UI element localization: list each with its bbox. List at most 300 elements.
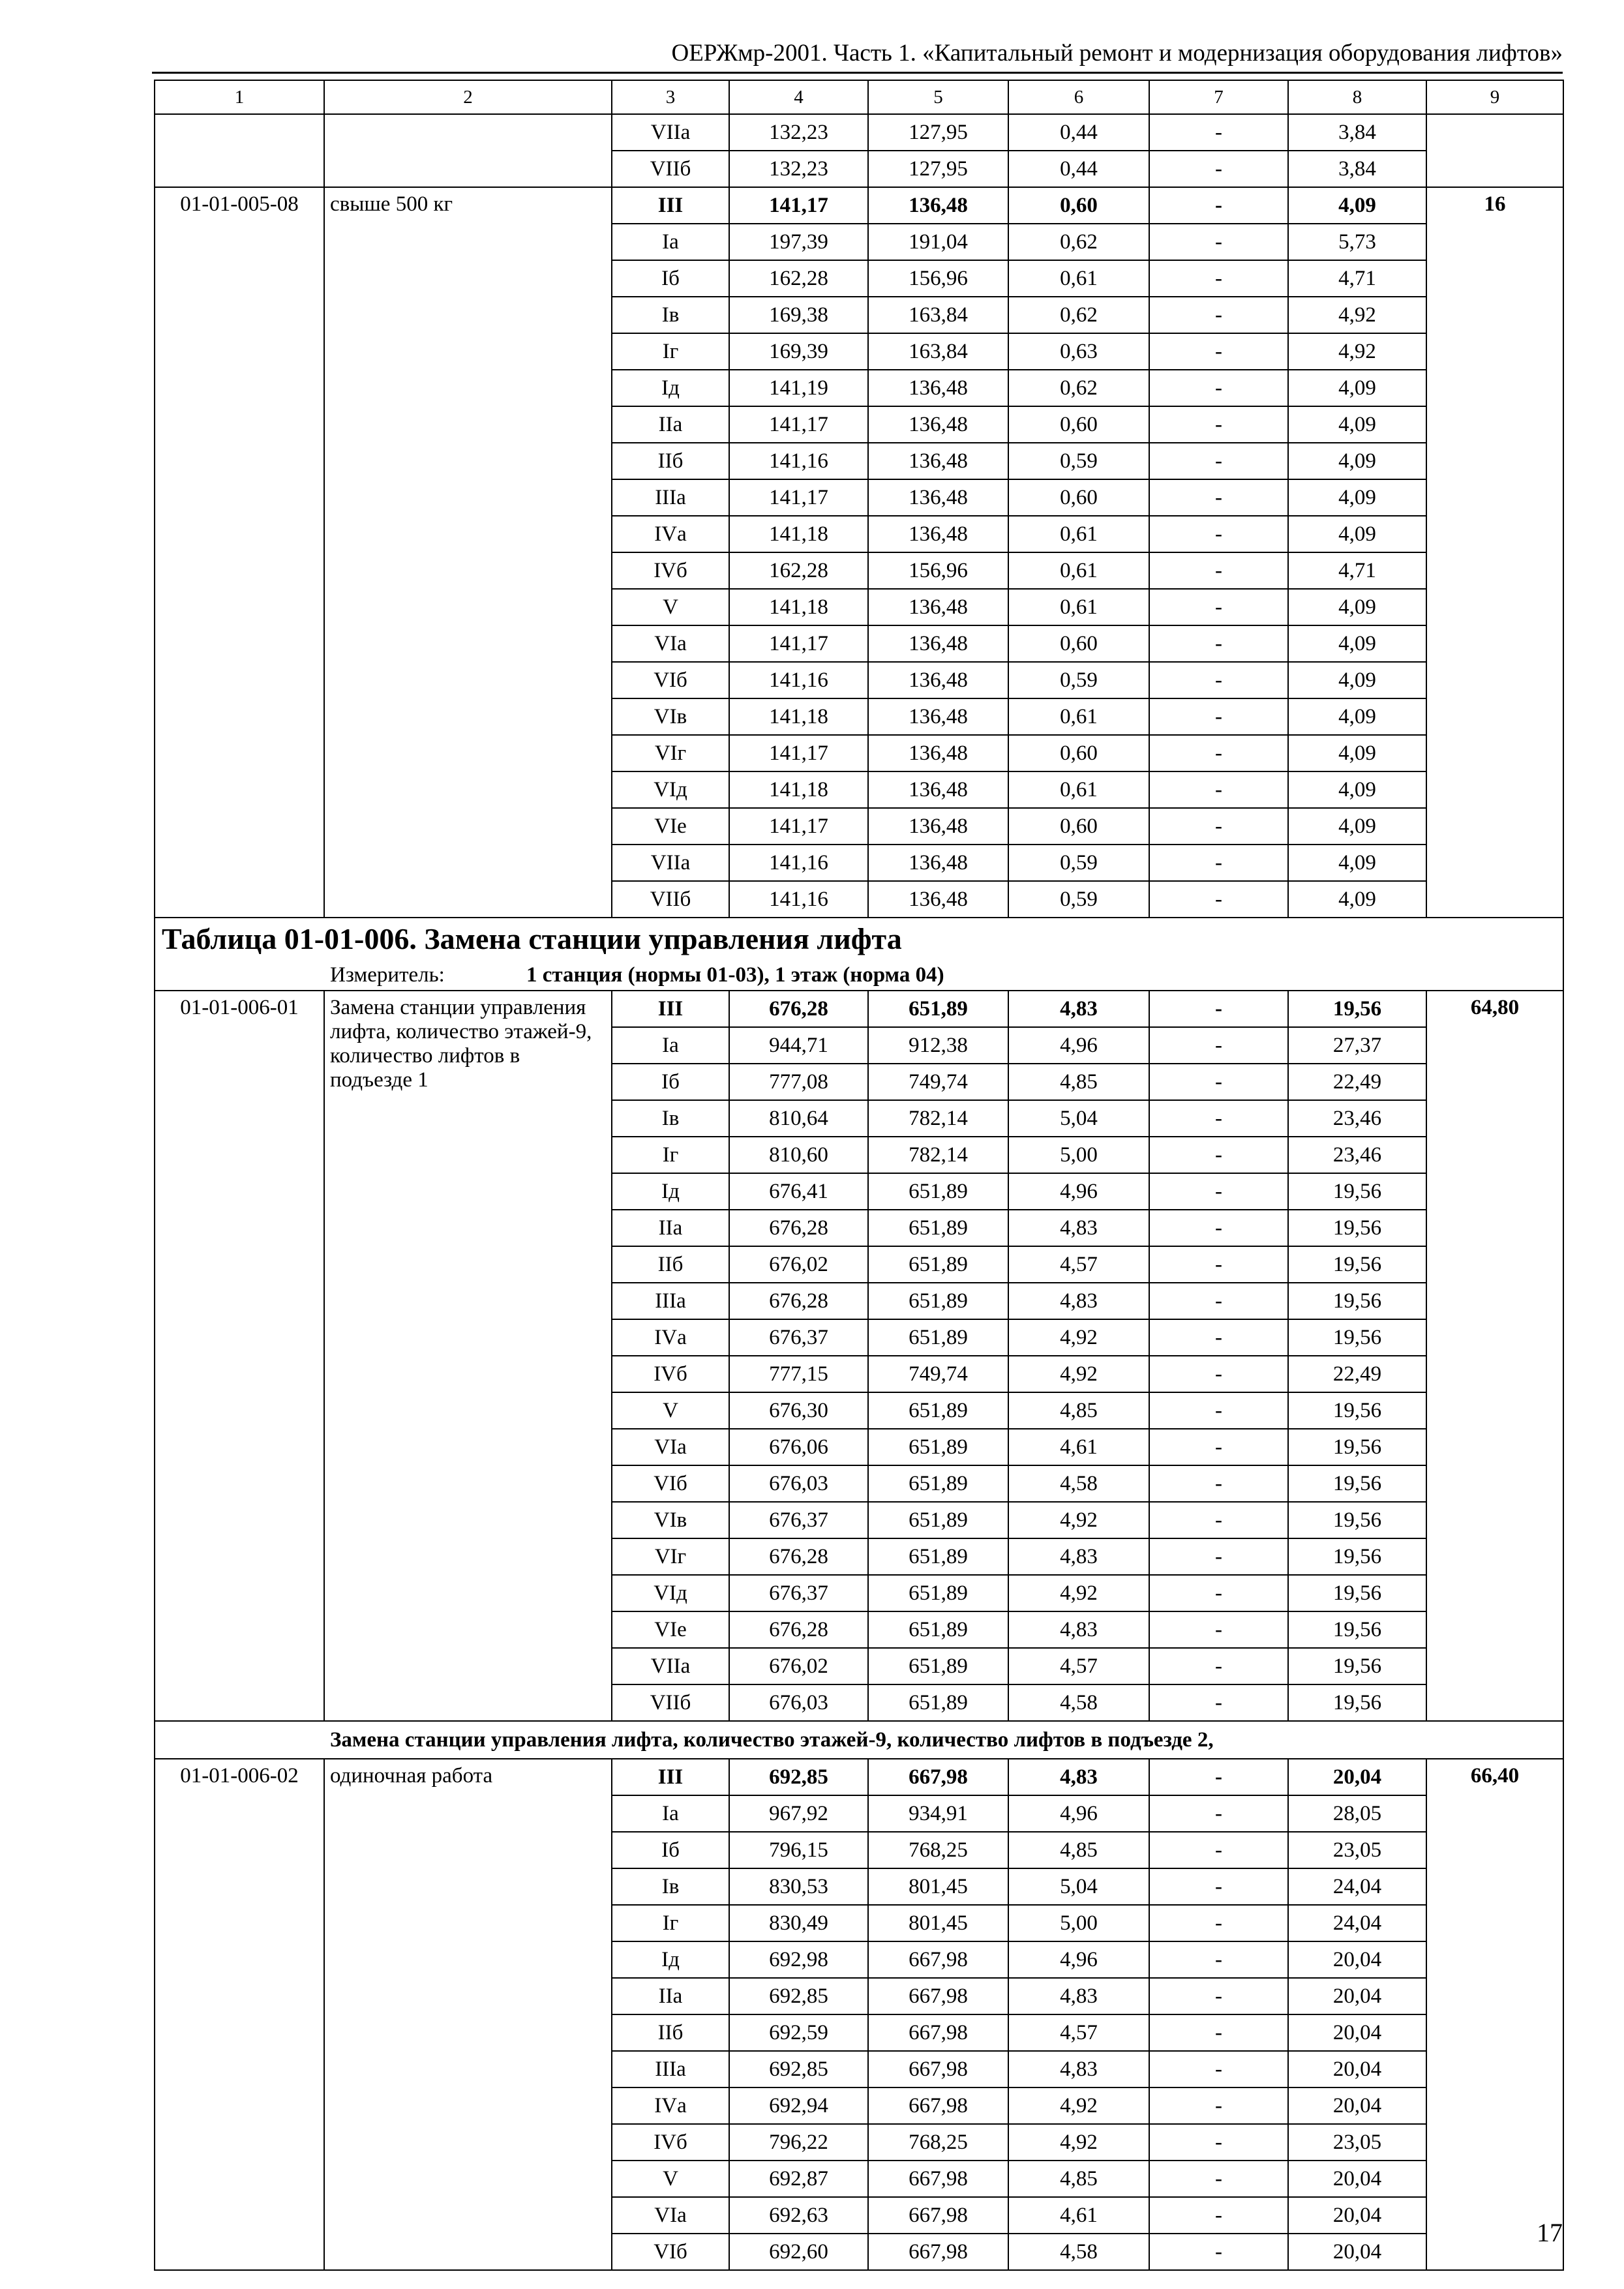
rate-row <box>155 1759 1563 1795</box>
labor-hours: 19,56 <box>1288 1502 1426 1538</box>
column-number: 4 <box>729 80 868 114</box>
region-zone: Iв <box>612 1100 729 1137</box>
rates-table <box>154 80 1564 2271</box>
labor-hours: 20,04 <box>1288 2051 1426 2087</box>
labor-hours: 4,09 <box>1288 625 1426 662</box>
direct-costs: 830,49 <box>729 1905 868 1941</box>
direct-costs: 141,18 <box>729 589 868 625</box>
direct-costs: 676,03 <box>729 1684 868 1721</box>
region-zone: III <box>612 991 729 1027</box>
machine-operation: 4,92 <box>1008 2087 1149 2124</box>
materials: - <box>1149 1283 1288 1319</box>
direct-costs: 692,85 <box>729 2051 868 2087</box>
direct-costs: 796,15 <box>729 1832 868 1868</box>
materials: - <box>1149 1648 1288 1684</box>
region-zone: VIд <box>612 771 729 808</box>
column-number: 5 <box>868 80 1008 114</box>
machine-operation: 5,00 <box>1008 1137 1149 1173</box>
rate-description: свыше 500 кг <box>324 187 612 918</box>
meter-value: 1 станция (нормы 01-03), 1 этаж (норма 04) <box>526 963 944 987</box>
machine-operation: 4,83 <box>1008 2051 1149 2087</box>
region-zone: Iг <box>612 333 729 370</box>
labor-hours: 23,46 <box>1288 1137 1426 1173</box>
machine-operation: 0,44 <box>1008 114 1149 151</box>
direct-costs: 676,02 <box>729 1246 868 1283</box>
region-zone: Iа <box>612 1027 729 1064</box>
machine-operation: 4,85 <box>1008 1832 1149 1868</box>
region-zone: IVа <box>612 1319 729 1356</box>
direct-costs: 944,71 <box>729 1027 868 1064</box>
direct-costs: 676,37 <box>729 1319 868 1356</box>
materials: - <box>1149 552 1288 589</box>
labor-hours: 20,04 <box>1288 2234 1426 2270</box>
materials: - <box>1149 1064 1288 1100</box>
labor-wages: 782,14 <box>868 1137 1008 1173</box>
labor-wages: 136,48 <box>868 443 1008 479</box>
machine-operation: 0,61 <box>1008 552 1149 589</box>
direct-costs: 141,17 <box>729 479 868 516</box>
labor-hours: 19,56 <box>1288 1648 1426 1684</box>
region-zone: VIе <box>612 808 729 845</box>
rate-code: 01-01-006-02 <box>155 1759 324 2270</box>
region-zone: IVб <box>612 552 729 589</box>
labor-hours: 19,56 <box>1288 1611 1426 1648</box>
machine-operation: 5,04 <box>1008 1100 1149 1137</box>
machine-operation: 0,61 <box>1008 516 1149 552</box>
materials: - <box>1149 1795 1288 1832</box>
labor-total: 66,40 <box>1426 1759 1563 2270</box>
labor-hours: 4,09 <box>1288 771 1426 808</box>
direct-costs: 676,30 <box>729 1392 868 1429</box>
column-number: 3 <box>612 80 729 114</box>
materials: - <box>1149 2087 1288 2124</box>
materials: - <box>1149 1905 1288 1941</box>
region-zone: VIа <box>612 1429 729 1465</box>
machine-operation: 4,83 <box>1008 991 1149 1027</box>
direct-costs: 132,23 <box>729 114 868 151</box>
labor-wages: 667,98 <box>868 2087 1008 2124</box>
labor-wages: 136,48 <box>868 735 1008 771</box>
direct-costs: 676,28 <box>729 1210 868 1246</box>
region-zone: VIб <box>612 2234 729 2270</box>
labor-wages: 651,89 <box>868 1246 1008 1283</box>
region-zone: IIб <box>612 443 729 479</box>
labor-hours: 20,04 <box>1288 2014 1426 2051</box>
materials: - <box>1149 1868 1288 1905</box>
region-zone: IVа <box>612 516 729 552</box>
region-zone: Iв <box>612 1868 729 1905</box>
machine-operation: 0,59 <box>1008 845 1149 881</box>
column-number: 8 <box>1288 80 1426 114</box>
direct-costs: 141,17 <box>729 808 868 845</box>
region-zone: Iд <box>612 1173 729 1210</box>
region-zone: Iд <box>612 1941 729 1978</box>
labor-wages: 136,48 <box>868 808 1008 845</box>
machine-operation: 0,61 <box>1008 698 1149 735</box>
labor-wages: 768,25 <box>868 1832 1008 1868</box>
direct-costs: 141,16 <box>729 881 868 918</box>
labor-wages: 191,04 <box>868 224 1008 260</box>
labor-wages: 651,89 <box>868 1283 1008 1319</box>
materials: - <box>1149 224 1288 260</box>
machine-operation: 4,85 <box>1008 1064 1149 1100</box>
labor-hours: 24,04 <box>1288 1868 1426 1905</box>
labor-hours: 20,04 <box>1288 2161 1426 2197</box>
machine-operation: 4,92 <box>1008 2124 1149 2161</box>
labor-wages: 667,98 <box>868 2197 1008 2234</box>
labor-hours: 5,73 <box>1288 224 1426 260</box>
machine-operation: 0,61 <box>1008 771 1149 808</box>
materials: - <box>1149 260 1288 297</box>
direct-costs: 967,92 <box>729 1795 868 1832</box>
materials: - <box>1149 1502 1288 1538</box>
labor-total: 16 <box>1426 187 1563 918</box>
labor-wages: 651,89 <box>868 1575 1008 1611</box>
region-zone: Iг <box>612 1905 729 1941</box>
labor-wages: 136,48 <box>868 589 1008 625</box>
region-zone: Iб <box>612 260 729 297</box>
materials: - <box>1149 1210 1288 1246</box>
column-number: 1 <box>155 80 324 114</box>
materials: - <box>1149 1465 1288 1502</box>
labor-wages: 163,84 <box>868 297 1008 333</box>
labor-hours: 4,09 <box>1288 808 1426 845</box>
direct-costs: 692,85 <box>729 1759 868 1795</box>
subsection-row <box>155 1721 1563 1759</box>
direct-costs: 676,03 <box>729 1465 868 1502</box>
machine-operation: 4,83 <box>1008 1759 1149 1795</box>
labor-wages: 651,89 <box>868 991 1008 1027</box>
region-zone: IIб <box>612 1246 729 1283</box>
region-zone: VIIа <box>612 1648 729 1684</box>
labor-wages: 651,89 <box>868 1319 1008 1356</box>
rate-code: 01-01-005-08 <box>155 187 324 918</box>
rate-description <box>324 114 612 187</box>
region-zone: Iб <box>612 1064 729 1100</box>
labor-hours: 19,56 <box>1288 1173 1426 1210</box>
region-zone: VIIб <box>612 881 729 918</box>
machine-operation: 5,04 <box>1008 1868 1149 1905</box>
labor-hours: 3,84 <box>1288 151 1426 187</box>
materials: - <box>1149 1356 1288 1392</box>
materials: - <box>1149 2161 1288 2197</box>
machine-operation: 0,60 <box>1008 406 1149 443</box>
region-zone: V <box>612 1392 729 1429</box>
machine-operation: 0,60 <box>1008 808 1149 845</box>
materials: - <box>1149 771 1288 808</box>
labor-wages: 667,98 <box>868 2161 1008 2197</box>
machine-operation: 4,92 <box>1008 1356 1149 1392</box>
region-zone: VIб <box>612 1465 729 1502</box>
machine-operation: 4,58 <box>1008 1465 1149 1502</box>
direct-costs: 676,37 <box>729 1575 868 1611</box>
direct-costs: 692,94 <box>729 2087 868 2124</box>
direct-costs: 810,60 <box>729 1137 868 1173</box>
region-zone: IVб <box>612 1356 729 1392</box>
region-zone: IIа <box>612 1978 729 2014</box>
materials: - <box>1149 881 1288 918</box>
machine-operation: 4,92 <box>1008 1319 1149 1356</box>
machine-operation: 0,61 <box>1008 260 1149 297</box>
materials: - <box>1149 297 1288 333</box>
labor-hours: 20,04 <box>1288 2087 1426 2124</box>
materials: - <box>1149 2234 1288 2270</box>
header-rule <box>152 72 1563 74</box>
rate-row <box>155 114 1563 151</box>
region-zone: VIв <box>612 698 729 735</box>
materials: - <box>1149 1137 1288 1173</box>
direct-costs: 830,53 <box>729 1868 868 1905</box>
labor-wages: 651,89 <box>868 1538 1008 1575</box>
machine-operation: 4,57 <box>1008 1246 1149 1283</box>
direct-costs: 676,28 <box>729 1611 868 1648</box>
region-zone: IIб <box>612 2014 729 2051</box>
materials: - <box>1149 1027 1288 1064</box>
labor-hours: 24,04 <box>1288 1905 1426 1941</box>
labor-hours: 23,05 <box>1288 2124 1426 2161</box>
labor-hours: 22,49 <box>1288 1356 1426 1392</box>
labor-hours: 4,71 <box>1288 552 1426 589</box>
labor-hours: 4,09 <box>1288 406 1426 443</box>
labor-hours: 4,09 <box>1288 443 1426 479</box>
machine-operation: 4,85 <box>1008 2161 1149 2197</box>
labor-hours: 4,09 <box>1288 698 1426 735</box>
labor-hours: 28,05 <box>1288 1795 1426 1832</box>
materials: - <box>1149 1319 1288 1356</box>
direct-costs: 169,38 <box>729 297 868 333</box>
labor-hours: 20,04 <box>1288 1978 1426 2014</box>
labor-wages: 651,89 <box>868 1429 1008 1465</box>
machine-operation: 0,60 <box>1008 187 1149 224</box>
machine-operation: 4,85 <box>1008 1392 1149 1429</box>
machine-operation: 4,96 <box>1008 1173 1149 1210</box>
labor-hours: 4,09 <box>1288 187 1426 224</box>
direct-costs: 169,39 <box>729 333 868 370</box>
labor-total: 64,80 <box>1426 991 1563 1721</box>
machine-operation: 4,96 <box>1008 1941 1149 1978</box>
direct-costs: 141,17 <box>729 625 868 662</box>
region-zone: IVа <box>612 2087 729 2124</box>
labor-hours: 4,71 <box>1288 260 1426 297</box>
machine-operation: 0,62 <box>1008 224 1149 260</box>
machine-operation: 4,96 <box>1008 1795 1149 1832</box>
region-zone: V <box>612 589 729 625</box>
labor-wages: 136,48 <box>868 881 1008 918</box>
direct-costs: 197,39 <box>729 224 868 260</box>
labor-hours: 4,92 <box>1288 333 1426 370</box>
materials: - <box>1149 2014 1288 2051</box>
direct-costs: 141,16 <box>729 845 868 881</box>
region-zone: Iв <box>612 297 729 333</box>
machine-operation: 4,83 <box>1008 1283 1149 1319</box>
labor-wages: 651,89 <box>868 1648 1008 1684</box>
direct-costs: 141,18 <box>729 771 868 808</box>
labor-hours: 19,56 <box>1288 1319 1426 1356</box>
labor-wages: 782,14 <box>868 1100 1008 1137</box>
labor-hours: 4,09 <box>1288 479 1426 516</box>
labor-wages: 127,95 <box>868 114 1008 151</box>
rate-row <box>155 187 1563 224</box>
materials: - <box>1149 1941 1288 1978</box>
region-zone: Iа <box>612 1795 729 1832</box>
labor-wages: 651,89 <box>868 1392 1008 1429</box>
direct-costs: 676,41 <box>729 1173 868 1210</box>
materials: - <box>1149 1392 1288 1429</box>
direct-costs: 132,23 <box>729 151 868 187</box>
labor-hours: 19,56 <box>1288 991 1426 1027</box>
subsection-heading: Замена станции управления лифта, количество этажей-9, количество лифтов в подъезде 2, <box>330 1728 1214 1752</box>
labor-wages: 136,48 <box>868 662 1008 698</box>
meter-cell <box>155 960 1563 991</box>
labor-wages: 163,84 <box>868 333 1008 370</box>
column-number-row <box>155 80 1563 114</box>
labor-wages: 667,98 <box>868 2051 1008 2087</box>
labor-hours: 4,09 <box>1288 735 1426 771</box>
labor-wages: 136,48 <box>868 845 1008 881</box>
labor-hours: 19,56 <box>1288 1684 1426 1721</box>
machine-operation: 4,92 <box>1008 1575 1149 1611</box>
region-zone: VIа <box>612 2197 729 2234</box>
labor-wages: 667,98 <box>868 1941 1008 1978</box>
column-number: 9 <box>1426 80 1563 114</box>
direct-costs: 676,28 <box>729 1283 868 1319</box>
labor-wages: 768,25 <box>868 2124 1008 2161</box>
direct-costs: 141,16 <box>729 443 868 479</box>
labor-hours: 19,56 <box>1288 1210 1426 1246</box>
labor-wages: 156,96 <box>868 260 1008 297</box>
subsection-cell <box>155 1721 1563 1759</box>
labor-wages: 651,89 <box>868 1611 1008 1648</box>
machine-operation: 0,60 <box>1008 479 1149 516</box>
direct-costs: 692,85 <box>729 1978 868 2014</box>
region-zone: VIIа <box>612 845 729 881</box>
direct-costs: 676,28 <box>729 1538 868 1575</box>
materials: - <box>1149 845 1288 881</box>
labor-hours: 4,09 <box>1288 370 1426 406</box>
labor-wages: 156,96 <box>868 552 1008 589</box>
labor-wages: 651,89 <box>868 1465 1008 1502</box>
labor-wages: 667,98 <box>868 1978 1008 2014</box>
direct-costs: 141,17 <box>729 735 868 771</box>
region-zone: IVб <box>612 2124 729 2161</box>
labor-hours: 23,05 <box>1288 1832 1426 1868</box>
direct-costs: 692,87 <box>729 2161 868 2197</box>
labor-hours: 27,37 <box>1288 1027 1426 1064</box>
labor-wages: 749,74 <box>868 1064 1008 1100</box>
labor-hours: 19,56 <box>1288 1283 1426 1319</box>
labor-wages: 127,95 <box>868 151 1008 187</box>
materials: - <box>1149 406 1288 443</box>
labor-wages: 667,98 <box>868 2234 1008 2270</box>
region-zone: Iд <box>612 370 729 406</box>
machine-operation: 0,61 <box>1008 589 1149 625</box>
labor-wages: 136,48 <box>868 698 1008 735</box>
direct-costs: 141,18 <box>729 516 868 552</box>
rates-table-body <box>155 80 1563 2270</box>
materials: - <box>1149 735 1288 771</box>
rate-row <box>155 991 1563 1027</box>
region-zone: VIе <box>612 1611 729 1648</box>
rate-description: Замена станции управления лифта, количество этажей-9, количество лифтов в подъезде 1 <box>324 991 612 1721</box>
region-zone: Iа <box>612 224 729 260</box>
materials: - <box>1149 187 1288 224</box>
machine-operation: 4,96 <box>1008 1027 1149 1064</box>
direct-costs: 676,02 <box>729 1648 868 1684</box>
region-zone: IIа <box>612 1210 729 1246</box>
labor-wages: 801,45 <box>868 1905 1008 1941</box>
materials: - <box>1149 808 1288 845</box>
materials: - <box>1149 2197 1288 2234</box>
labor-wages: 136,48 <box>868 625 1008 662</box>
materials: - <box>1149 1684 1288 1721</box>
labor-wages: 749,74 <box>868 1356 1008 1392</box>
table-title: Таблица 01-01-006. Замена станции управления лифта <box>155 918 1563 960</box>
column-number: 7 <box>1149 80 1288 114</box>
labor-hours: 20,04 <box>1288 1759 1426 1795</box>
materials: - <box>1149 698 1288 735</box>
table-title-row <box>155 918 1563 960</box>
region-zone: VIг <box>612 735 729 771</box>
materials: - <box>1149 1759 1288 1795</box>
labor-hours: 19,56 <box>1288 1429 1426 1465</box>
materials: - <box>1149 2051 1288 2087</box>
region-zone: VIг <box>612 1538 729 1575</box>
labor-wages: 136,48 <box>868 370 1008 406</box>
labor-hours: 19,56 <box>1288 1465 1426 1502</box>
direct-costs: 162,28 <box>729 552 868 589</box>
materials: - <box>1149 991 1288 1027</box>
labor-hours: 4,92 <box>1288 297 1426 333</box>
direct-costs: 692,98 <box>729 1941 868 1978</box>
materials: - <box>1149 1173 1288 1210</box>
materials: - <box>1149 479 1288 516</box>
region-zone: VIIб <box>612 151 729 187</box>
column-number: 2 <box>324 80 612 114</box>
labor-hours: 23,46 <box>1288 1100 1426 1137</box>
direct-costs: 777,08 <box>729 1064 868 1100</box>
labor-hours: 4,09 <box>1288 881 1426 918</box>
labor-wages: 136,48 <box>868 516 1008 552</box>
machine-operation: 4,57 <box>1008 2014 1149 2051</box>
machine-operation: 4,92 <box>1008 1502 1149 1538</box>
direct-costs: 141,19 <box>729 370 868 406</box>
column-number: 6 <box>1008 80 1149 114</box>
direct-costs: 777,15 <box>729 1356 868 1392</box>
labor-wages: 651,89 <box>868 1684 1008 1721</box>
labor-hours: 4,09 <box>1288 662 1426 698</box>
materials: - <box>1149 516 1288 552</box>
machine-operation: 0,44 <box>1008 151 1149 187</box>
materials: - <box>1149 1978 1288 2014</box>
machine-operation: 4,83 <box>1008 1978 1149 2014</box>
page-number: 17 <box>1537 2218 1563 2247</box>
labor-total <box>1426 114 1563 187</box>
labor-wages: 651,89 <box>868 1210 1008 1246</box>
meter-label: Измеритель: <box>330 963 445 987</box>
labor-hours: 4,09 <box>1288 516 1426 552</box>
labor-wages: 667,98 <box>868 2014 1008 2051</box>
materials: - <box>1149 589 1288 625</box>
labor-wages: 136,48 <box>868 479 1008 516</box>
machine-operation: 0,62 <box>1008 297 1149 333</box>
materials: - <box>1149 1832 1288 1868</box>
machine-operation: 4,83 <box>1008 1611 1149 1648</box>
labor-hours: 19,56 <box>1288 1246 1426 1283</box>
labor-hours: 20,04 <box>1288 2197 1426 2234</box>
header-title: ОЕРЖмр-2001. Часть 1. «Капитальный ремонт и модернизация оборудования лифтов» <box>671 40 1563 67</box>
machine-operation: 4,61 <box>1008 1429 1149 1465</box>
machine-operation: 5,00 <box>1008 1905 1149 1941</box>
